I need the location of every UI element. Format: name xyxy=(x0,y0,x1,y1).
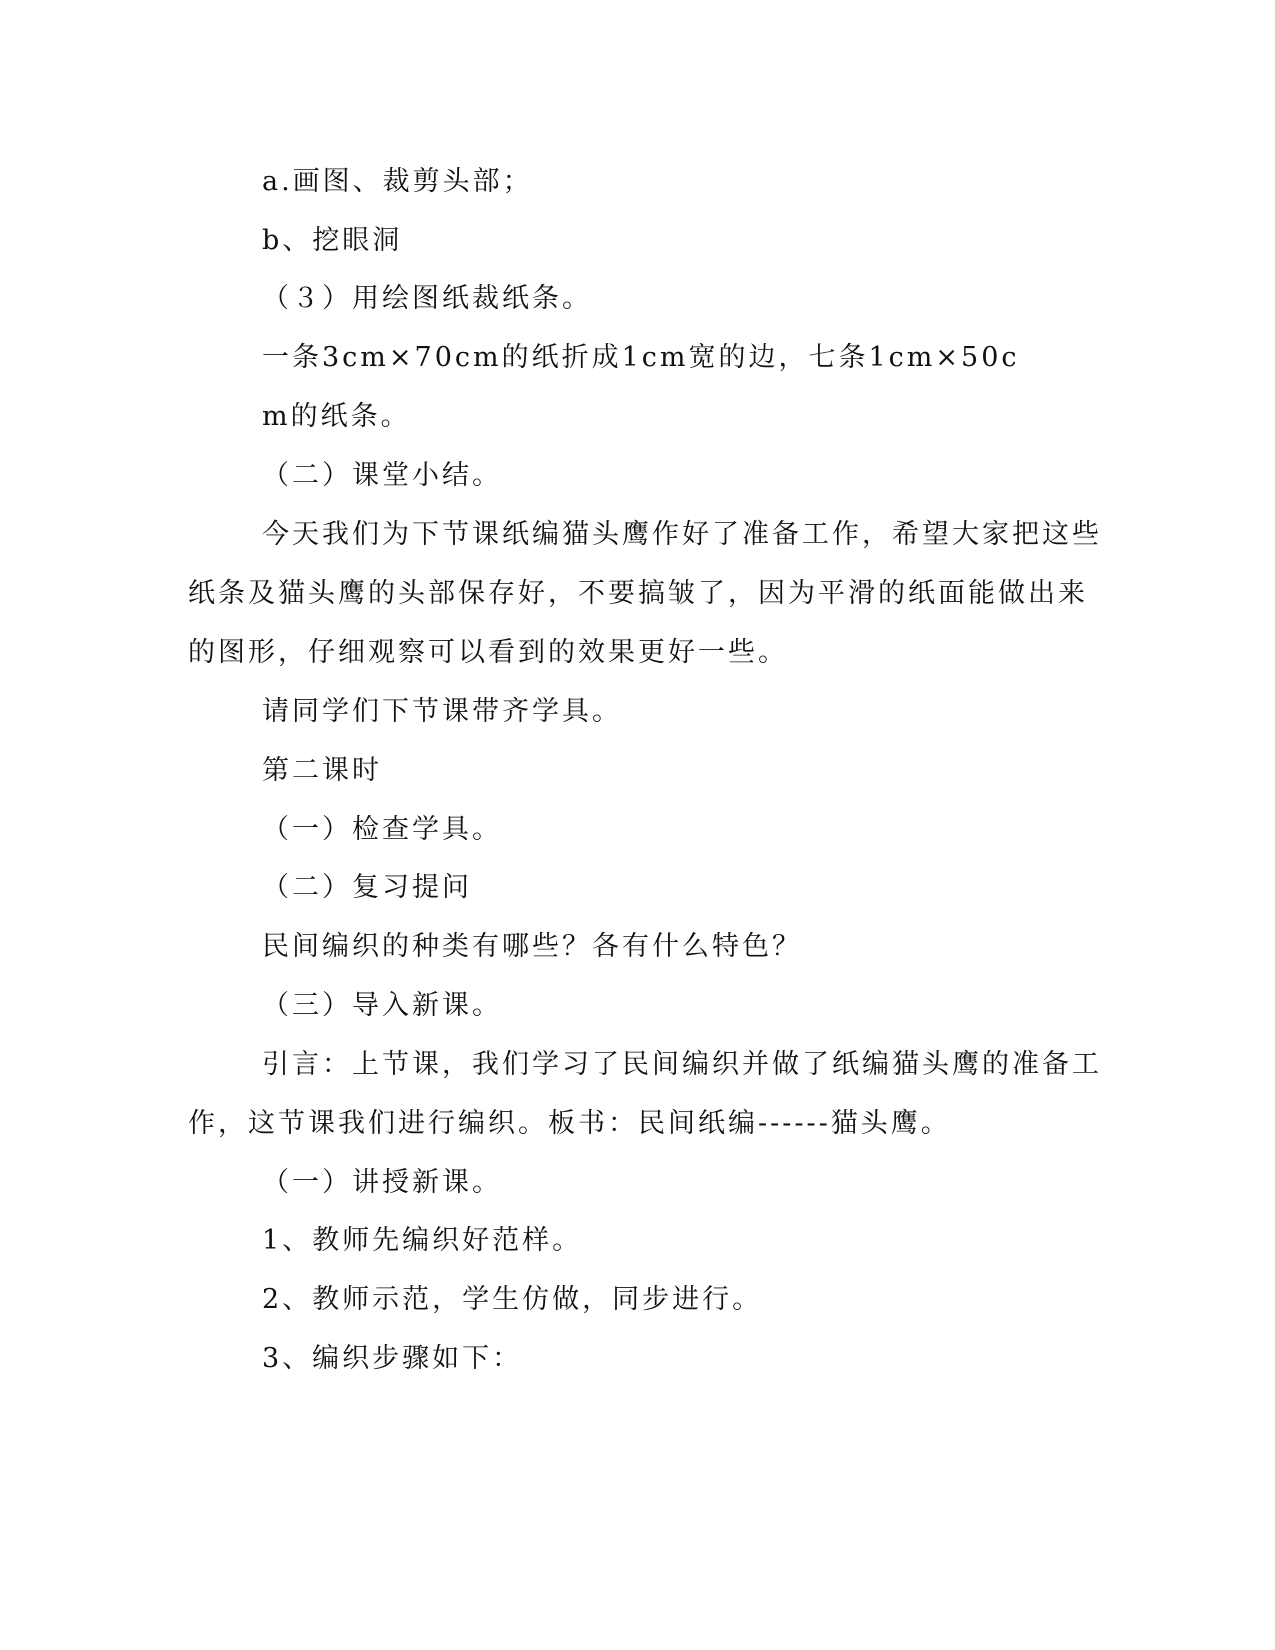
introduction-paragraph-line-1: 引言：上节课，我们学习了民间编织并做了纸编猫头鹰的准备工 xyxy=(262,1049,1102,1080)
summary-paragraph-line-1: 今天我们为下节课纸编猫头鹰作好了准备工作，希望大家把这些 xyxy=(262,519,1102,550)
review-question: 民间编织的种类有哪些？各有什么特色？ xyxy=(262,931,802,962)
teaching-step-2: 2、教师示范，学生仿做，同步进行。 xyxy=(262,1284,763,1315)
strip-dimensions-line-1: 一条3cm×70cm的纸折成1cm宽的边，七条1cm×50c xyxy=(262,342,1020,373)
section-review-questions: （二）复习提问 xyxy=(262,872,472,903)
summary-paragraph-line-3: 的图形，仔细观察可以看到的效果更好一些。 xyxy=(188,637,788,668)
section-introduce-lesson: （三）导入新课。 xyxy=(262,990,502,1021)
introduction-paragraph-line-2: 作，这节课我们进行编织。板书：民间纸编------猫头鹰。 xyxy=(188,1108,951,1139)
section-class-summary: （二）课堂小结。 xyxy=(262,460,502,491)
section-check-supplies: （一）检查学具。 xyxy=(262,814,502,845)
teaching-step-1: 1、教师先编织好范样。 xyxy=(262,1225,583,1256)
bring-supplies-note: 请同学们下节课带齐学具。 xyxy=(262,696,622,727)
second-lesson-heading: 第二课时 xyxy=(262,755,382,786)
step-b-cut-eye-holes: b、挖眼洞 xyxy=(262,225,403,256)
teaching-step-3: 3、编织步骤如下： xyxy=(262,1343,523,1374)
strip-dimensions-line-2: m的纸条。 xyxy=(262,401,411,432)
summary-paragraph-line-2: 纸条及猫头鹰的头部保存好，不要搞皱了，因为平滑的纸面能做出来 xyxy=(188,578,1088,609)
section-teach-new-lesson: （一）讲授新课。 xyxy=(262,1167,502,1198)
step-3-cut-paper-strips: （３）用绘图纸裁纸条。 xyxy=(262,283,592,314)
step-a-draw-cut-head: a.画图、裁剪头部； xyxy=(262,166,533,197)
